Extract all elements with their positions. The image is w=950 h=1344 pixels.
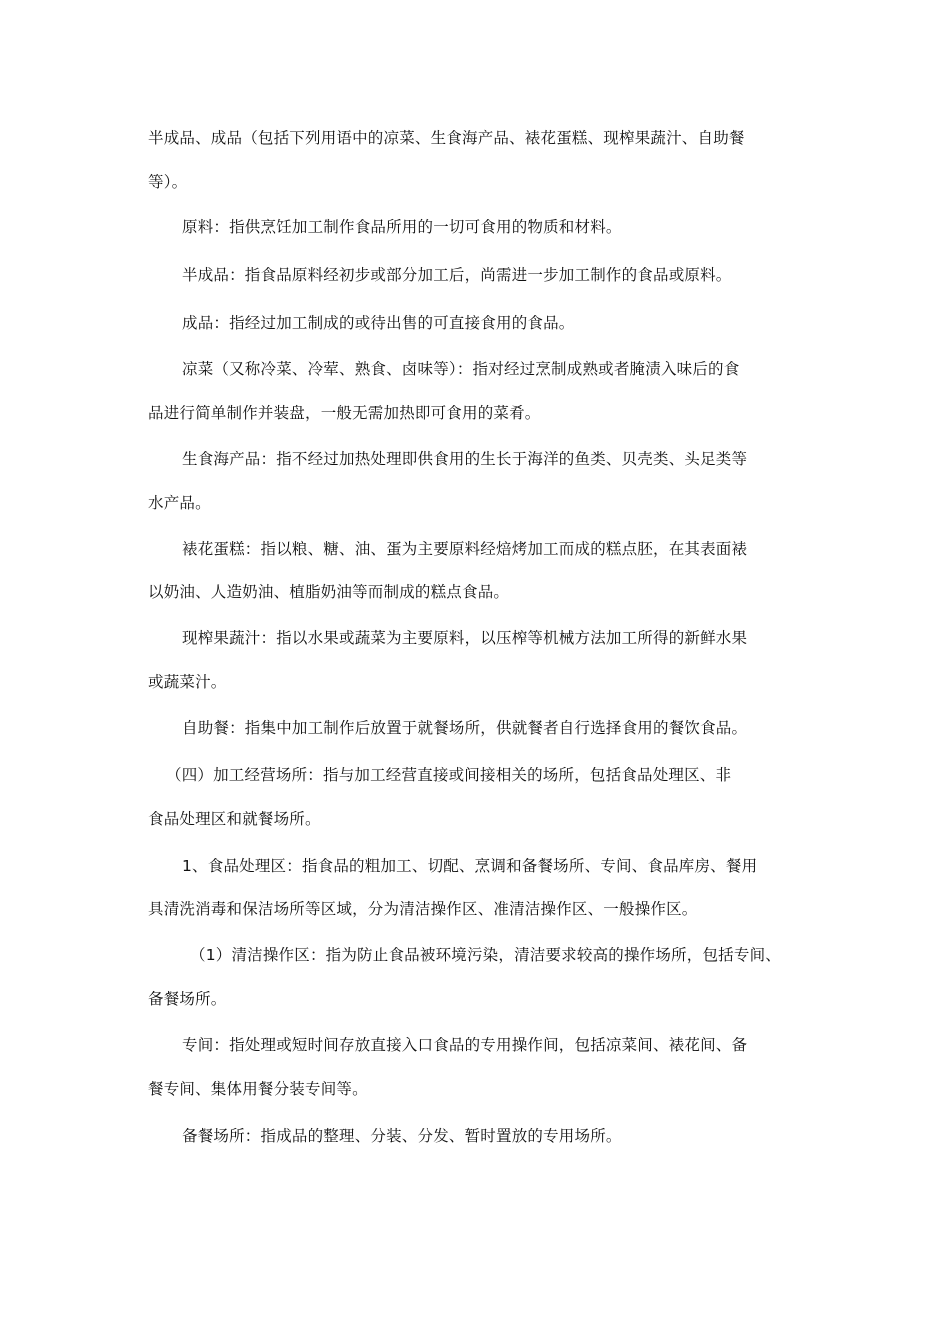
text-line: 餐专间、集体用餐分装专间等。 <box>148 1080 368 1098</box>
text-line: （1）清洁操作区：指为防止食品被环境污染，清洁要求较高的操作场所，包括专间、 <box>190 946 781 964</box>
text-line: 成品：指经过加工制成的或待出售的可直接食用的食品。 <box>182 314 575 332</box>
text-line: 半成品、成品（包括下列用语中的凉菜、生食海产品、裱花蛋糕、现榨果蔬汁、自助餐 <box>148 129 745 147</box>
text-line: 专间：指处理或短时间存放直接入口食品的专用操作间，包括凉菜间、裱花间、备 <box>182 1036 748 1054</box>
text-line: 水产品。 <box>148 494 211 512</box>
text-line: 裱花蛋糕：指以粮、糖、油、蛋为主要原料经焙烤加工而成的糕点胚，在其表面裱 <box>182 540 748 558</box>
text-line: 品进行简单制作并装盘，一般无需加热即可食用的菜肴。 <box>148 404 541 422</box>
text-line: 食品处理区和就餐场所。 <box>148 810 321 828</box>
text-line: 或蔬菜汁。 <box>148 673 227 691</box>
text-line: 以奶油、人造奶油、植脂奶油等而制成的糕点食品。 <box>148 583 510 601</box>
text-line: 等）。 <box>148 173 188 191</box>
text-line: 备餐场所：指成品的整理、分装、分发、暂时置放的专用场所。 <box>182 1127 622 1145</box>
text-line: 备餐场所。 <box>148 990 227 1008</box>
text-line: 自助餐：指集中加工制作后放置于就餐场所，供就餐者自行选择食用的餐饮食品。 <box>182 719 748 737</box>
text-line: 生食海产品：指不经过加热处理即供食用的生长于海洋的鱼类、贝壳类、头足类等 <box>182 450 748 468</box>
text-line: 1、食品处理区：指食品的粗加工、切配、烹调和备餐场所、专间、食品库房、餐用 <box>182 857 758 875</box>
text-line: （四）加工经营场所：指与加工经营直接或间接相关的场所，包括食品处理区、非 <box>166 766 732 784</box>
text-line: 原料：指供烹饪加工制作食品所用的一切可食用的物质和材料。 <box>182 218 622 236</box>
text-line: 现榨果蔬汁：指以水果或蔬菜为主要原料，以压榨等机械方法加工所得的新鲜水果 <box>182 629 748 647</box>
text-line: 凉菜（又称冷菜、冷荤、熟食、卤味等）：指对经过烹制成熟或者腌渍入味后的食 <box>182 360 740 378</box>
text-line: 半成品：指食品原料经初步或部分加工后，尚需进一步加工制作的食品或原料。 <box>182 266 732 284</box>
text-line: 具清洗消毒和保洁场所等区域，分为清洁操作区、准清洁操作区、一般操作区。 <box>148 900 698 918</box>
